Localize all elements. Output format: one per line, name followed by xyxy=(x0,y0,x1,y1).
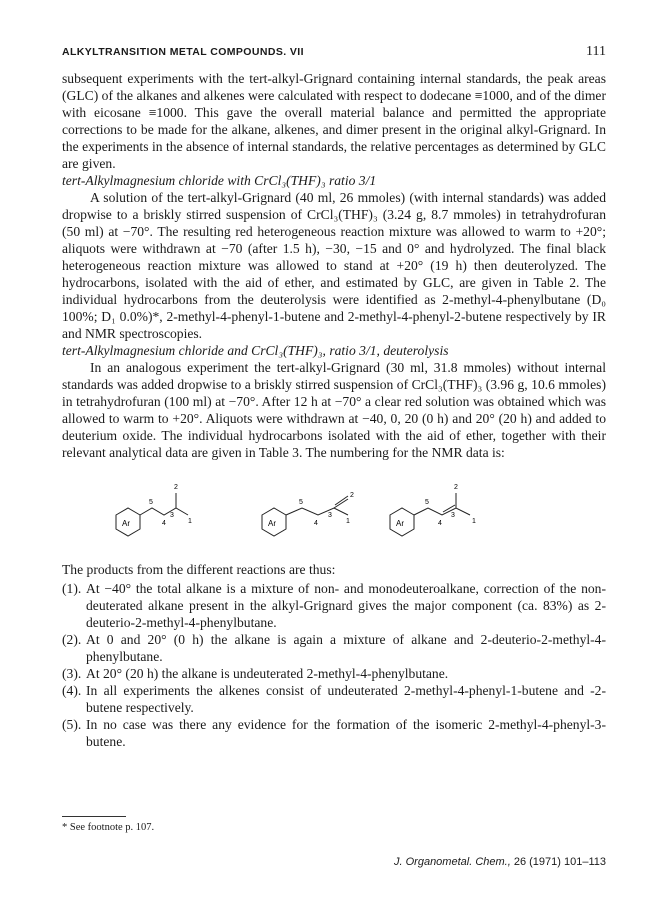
footnote-rule xyxy=(62,816,126,817)
num-1: 1 xyxy=(346,518,350,525)
num-5: 5 xyxy=(299,499,303,506)
num-4: 4 xyxy=(162,520,166,527)
num-2: 2 xyxy=(350,492,354,499)
item-number: (3). xyxy=(62,666,82,681)
ring-label: Ar xyxy=(396,519,404,528)
section1-heading: tert-Alkylmagnesium chloride with CrCl₃(THF)₃ ratio 3/1 xyxy=(62,173,377,188)
num-1: 1 xyxy=(188,518,192,525)
num-3: 3 xyxy=(451,512,455,519)
num-2: 2 xyxy=(454,484,458,491)
products-list xyxy=(62,580,606,750)
structure-1-butene xyxy=(242,471,382,551)
item-number: (2). xyxy=(62,632,82,647)
num-3: 3 xyxy=(170,512,174,519)
journal-name: J. Organometal. Chem., xyxy=(394,856,511,868)
num-5: 5 xyxy=(425,499,429,506)
num-1: 1 xyxy=(472,518,476,525)
section2-heading: tert-Alkylmagnesium chloride and CrCl₃(THF)₃, ratio 3/1, deuterolysis xyxy=(62,343,449,358)
ring-label: Ar xyxy=(122,519,130,528)
list-item xyxy=(62,682,606,716)
nmr-numbering-figure xyxy=(62,471,606,551)
structure-2-butene xyxy=(374,471,514,551)
item-text: At −40° the total alkane is a mixture of non- and monodeuteroalkane, correction of the non-deuterated alkane present in the alkyl-Grignard gives the major component (ca. 83%) as 2-deuterio-2-methyl-4-phenylbutane. xyxy=(86,581,606,630)
ring-label: Ar xyxy=(268,519,276,528)
page-header xyxy=(62,46,606,64)
num-2: 2 xyxy=(174,484,178,491)
carbon-chain xyxy=(140,508,188,515)
item-number: (4). xyxy=(62,683,82,698)
item-number: (5). xyxy=(62,717,82,732)
structure-alkane xyxy=(100,471,220,551)
section1-body: A solution of the tert-alkyl-Grignard (40 ml, 26 mmoles) (with internal standards) was added dropwise to a briskly stirred suspension of CrCl₃(THF)₃ (3.24 g, 8.7 mmoles) in tetrahydrofuran (50 ml) at −70°. The resulting red heterogeneous reaction mixture was allowed to warm to +20°; aliquots were withdrawn at −70 (after 1.5 h), −30, −15 and 0° and hydrolyzed. The final black heterogeneous reaction mixture was allowed to stand at +20° (19 h) then deuterolyzed. The hydrocarbons, isolated with the aid of ether, and estimated by GLC, are given in Table 2. The individual hydrocarbons from the deuterolysis were identified as 2-methyl-4-phenylbutane (D₀ 100%; D₁ 0.0%)*, 2-methyl-4-phenyl-1-butene and 2-methyl-4-phenyl-2-butene respectively by IR and NMR spectroscopies. xyxy=(62,190,606,341)
item-number: (1). xyxy=(62,581,82,596)
running-head: ALKYLTRANSITION METAL COMPOUNDS. VII xyxy=(62,46,304,58)
list-item xyxy=(62,716,606,750)
journal-citation xyxy=(394,856,606,868)
carbon-chain xyxy=(286,508,348,515)
list-item xyxy=(62,580,606,631)
num-4: 4 xyxy=(438,520,442,527)
num-3: 3 xyxy=(328,512,332,519)
carbon-chain xyxy=(414,508,470,515)
article-body xyxy=(62,70,606,750)
list-item xyxy=(62,665,606,682)
num-4: 4 xyxy=(314,520,318,527)
item-text: At 20° (20 h) the alkane is undeuterated 2-methyl-4-phenylbutane. xyxy=(86,666,449,681)
results-intro: The products from the different reactions are thus: xyxy=(62,562,336,577)
num-5: 5 xyxy=(149,499,153,506)
item-text: In all experiments the alkenes consist of undeuterated 2-methyl-4-phenyl-1-butene and -2-butene respectively. xyxy=(86,683,606,715)
intro-paragraph: subsequent experiments with the tert-alkyl-Grignard containing internal standards, the peak areas (GLC) of the alkanes and alkenes were calculated with respect to dodecane ≡1000, and of the dimer with eicosane ≡1000. This gave the overall material balance and permitted the appropriate corrections to be made for the alkane, alkenes, and dimer present in the original alkyl-Grignard. In the experiments in the absence of internal standards, the relative percentages as determined by GLC are given. xyxy=(62,71,606,171)
item-text: In no case was there any evidence for the formation of the isomeric 2-methyl-4-phenyl-3-butene. xyxy=(86,717,606,749)
section2-body: In an analogous experiment the tert-alkyl-Grignard (30 ml, 31.8 mmoles) without internal standards was added dropwise to a briskly stirred suspension of CrCl₃(THF)₃ (3.96 g, 10.6 mmoles) in tetrahydrofuran (100 ml) at −70°. After 12 h at −70° a clear red solution was obtained which was allowed to warm to +20°. Aliquots were withdrawn at −40, 0, 20 (0 h) and 20° (20 h) and added to deuterium oxide. The individual hydrocarbons isolated with the aid of ether, together with their relevant analytical data are given in Table 3. The numbering for the NMR data is: xyxy=(62,360,606,460)
journal-volume: 26 (1971) 101–113 xyxy=(513,856,606,868)
item-text: At 0 and 20° (0 h) the alkane is again a mixture of alkane and 2-deuterio-2-methyl-4-phenylbutane. xyxy=(86,632,606,664)
page-number: 111 xyxy=(586,44,606,59)
list-item xyxy=(62,631,606,665)
footnote: * See footnote p. 107. xyxy=(62,822,155,833)
